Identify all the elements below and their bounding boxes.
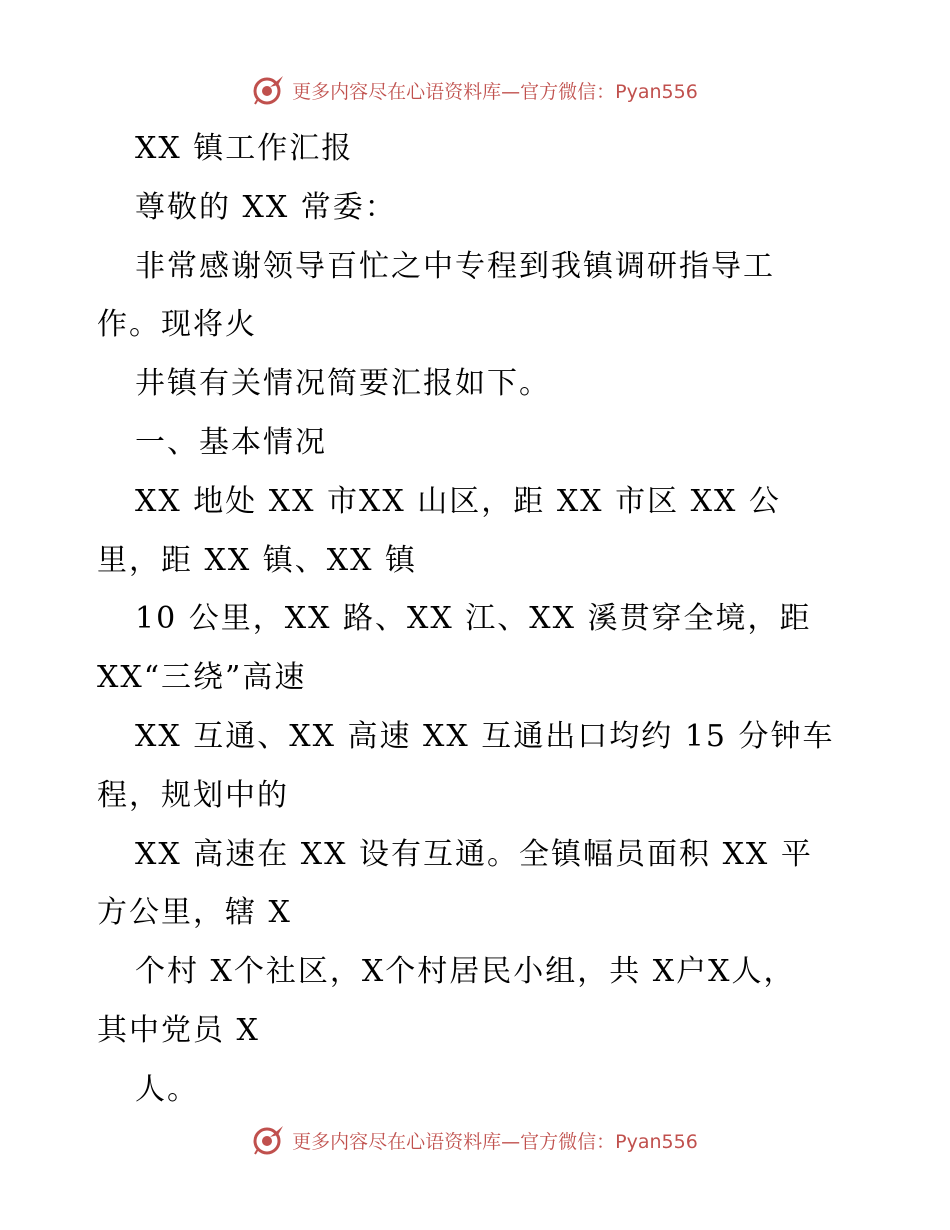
header-banner-content <box>252 73 698 107</box>
header-banner <box>0 70 950 110</box>
document-body <box>97 120 857 1120</box>
footer-banner-label: 更多内容尽在心语资料库—官方微信： <box>292 1130 616 1153</box>
document-line: 程，规划中的 <box>97 777 289 813</box>
document-line: 个村 X个社区，X个村居民小组，共 X户X人， <box>135 954 796 990</box>
header-banner-text <box>292 77 698 104</box>
document-line: 10 公里，XX 路、XX 江、XX 溪贯穿全境，距 <box>135 601 812 637</box>
logo-icon <box>252 1123 286 1157</box>
document-line: 井镇有关情况简要汇报如下。 <box>135 366 551 402</box>
document-line: 一、基本情况 <box>135 424 327 460</box>
footer-banner-content <box>252 1123 698 1157</box>
footer-banner-account: Pyan556 <box>615 1130 698 1153</box>
document-line: 其中党员 X <box>97 1012 260 1048</box>
document-line: XX 镇工作汇报 <box>135 131 354 166</box>
document-line: 人。 <box>135 1071 199 1107</box>
document-line: 尊敬的 XX 常委： <box>135 189 397 225</box>
document-line: 里，距 XX 镇、XX 镇 <box>97 542 418 578</box>
footer-banner-text <box>292 1127 698 1154</box>
document-line: 非常感谢领导百忙之中专程到我镇调研指导工 <box>135 248 775 284</box>
document-line: 作。现将火 <box>97 307 257 343</box>
header-banner-account: Pyan556 <box>615 80 698 103</box>
document-line: 方公里，辖 X <box>97 895 292 931</box>
logo-icon <box>252 73 286 107</box>
document-line: XX 互通、XX 高速 XX 互通出口均约 15 分钟车 <box>135 718 835 754</box>
document-line: XX 地处 XX 市XX 山区，距 XX 市区 XX 公 <box>135 483 781 519</box>
header-banner-label: 更多内容尽在心语资料库—官方微信： <box>292 80 616 103</box>
footer-banner <box>0 1120 950 1160</box>
document-line: XX 高速在 XX 设有互通。全镇幅员面积 XX 平 <box>135 836 813 872</box>
document-line: XX“三绕”高速 <box>97 660 307 696</box>
